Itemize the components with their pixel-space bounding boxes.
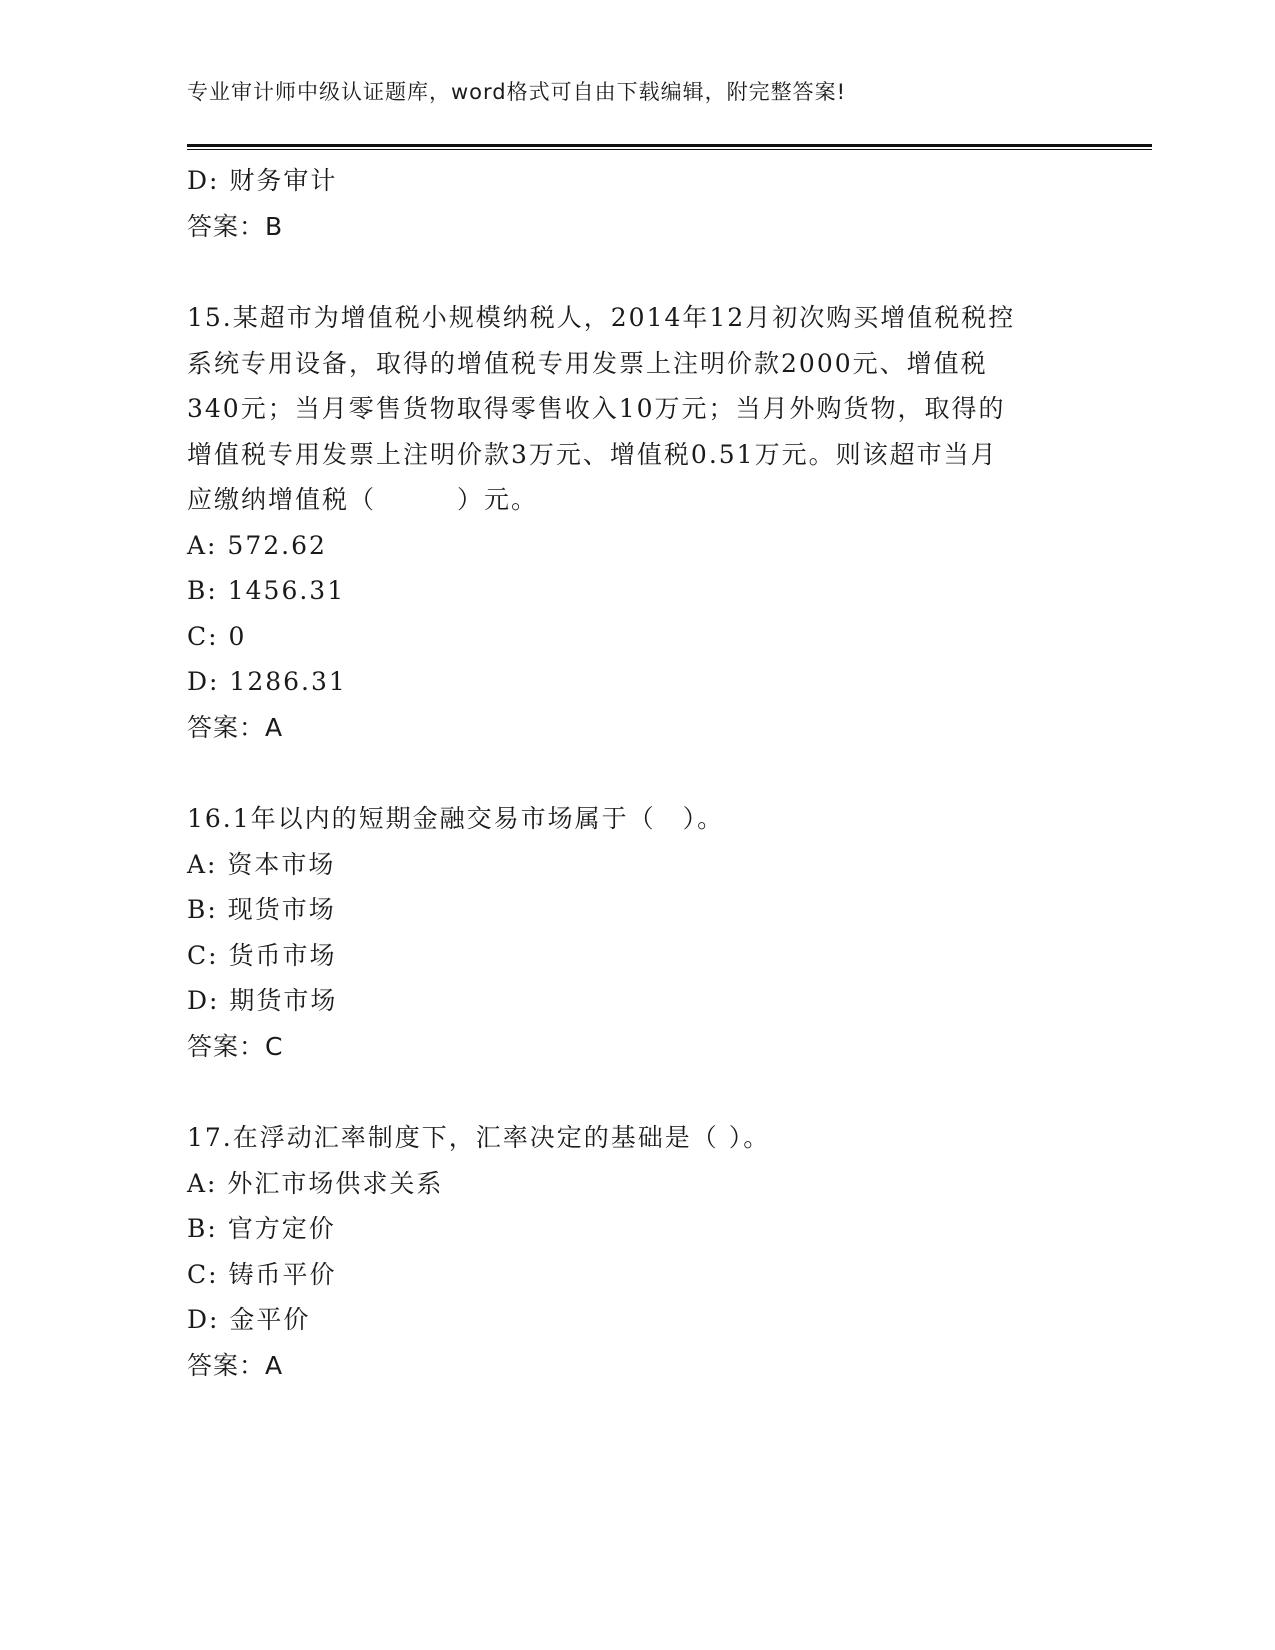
header-divider-thick xyxy=(187,144,1152,147)
prev-answer: 答案：B xyxy=(187,211,284,241)
question-15-option-d: D: 1286.31 xyxy=(187,667,347,696)
question-15-option-b: B: 1456.31 xyxy=(187,576,346,605)
header-divider-thin xyxy=(187,149,1152,150)
question-16-option-a: A: 资本市场 xyxy=(187,849,336,879)
question-16-stem: 16.1年以内的短期金融交易市场属于（ ）。 xyxy=(187,804,725,833)
question-16-option-b: B: 现货市场 xyxy=(187,895,336,924)
spacer xyxy=(187,750,1087,796)
question-17-answer: 答案：A xyxy=(187,1350,284,1380)
question-16-option-d: D: 期货市场 xyxy=(187,986,338,1015)
question-15-stem-line: 应缴纳增值税（ ）元。 xyxy=(187,485,539,514)
question-17-option-b: B: 官方定价 xyxy=(187,1214,336,1243)
question-15-option-c: C: 0 xyxy=(187,621,247,651)
question-15-stem-line: 15.某超市为增值税小规模纳税人，2014年12月初次购买增值税税控 xyxy=(187,303,1016,332)
question-17-option-d: D: 金平价 xyxy=(187,1305,311,1334)
question-17-option-c: C: 铸币平价 xyxy=(187,1259,337,1289)
question-15-option-a: A: 572.62 xyxy=(187,530,327,560)
question-15-stem-line: 系统专用设备，取得的增值税专用发票上注明价款2000元、增值税 xyxy=(187,348,988,378)
question-17-stem: 17.在浮动汇率制度下，汇率决定的基础是（ ）。 xyxy=(187,1123,771,1152)
question-15-stem-line: 增值税专用发票上注明价款3万元、增值税0.51万元。则该超市当月 xyxy=(187,439,998,469)
question-15-stem xyxy=(187,295,1087,523)
spacer xyxy=(187,249,1087,295)
prev-option-d: D: 财务审计 xyxy=(187,166,338,195)
content-body xyxy=(187,158,1087,1388)
page-header-text: 专业审计师中级认证题库，word格式可自由下载编辑，附完整答案! xyxy=(187,80,847,104)
question-15-stem-line: 340元；当月零售货物取得零售收入10万元；当月外购货物，取得的 xyxy=(187,394,1006,423)
question-15-answer: 答案：A xyxy=(187,712,284,742)
question-16-option-c: C: 货币市场 xyxy=(187,940,337,970)
question-16-answer: 答案：C xyxy=(187,1031,284,1061)
spacer xyxy=(187,1069,1087,1115)
question-17-option-a: A: 外汇市场供求关系 xyxy=(187,1168,444,1198)
